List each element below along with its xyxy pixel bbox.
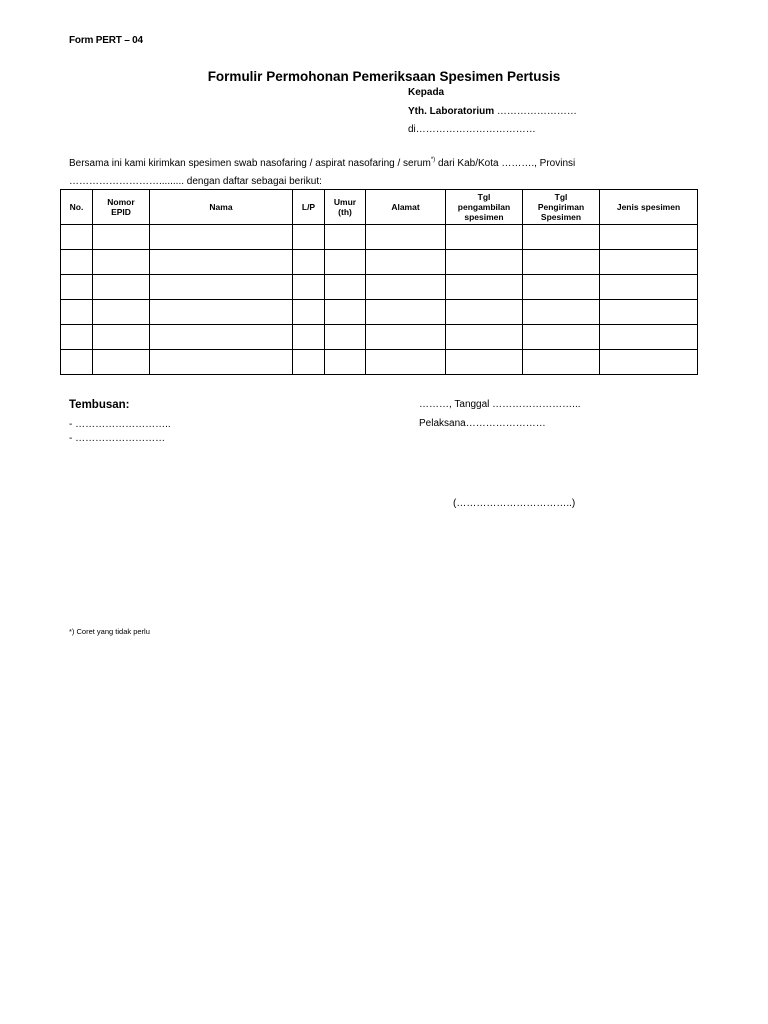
table-body bbox=[61, 225, 698, 375]
table-cell bbox=[150, 325, 293, 350]
table-row bbox=[61, 225, 698, 250]
table-row bbox=[61, 350, 698, 375]
table-cell bbox=[293, 250, 325, 275]
table-cell bbox=[93, 300, 150, 325]
page-title: Formulir Permohonan Pemeriksaan Spesimen Pertusis bbox=[207, 69, 561, 84]
table-header-text: No. bbox=[69, 202, 84, 212]
intro-paragraph bbox=[69, 151, 689, 191]
table-cell bbox=[600, 325, 698, 350]
table-cell bbox=[446, 300, 523, 325]
table-header-text: Tgl bbox=[554, 192, 568, 202]
intro-text-1: Bersama ini kami kirimkan spesimen swab nasofaring / aspirat nasofaring / serum bbox=[69, 158, 431, 169]
table-header-text: Alamat bbox=[391, 202, 420, 212]
specimen-table bbox=[60, 189, 698, 375]
table-cell bbox=[600, 225, 698, 250]
table-cell bbox=[325, 300, 366, 325]
table-cell bbox=[523, 225, 600, 250]
table-header-cell bbox=[366, 190, 446, 225]
table-cell bbox=[600, 250, 698, 275]
signature-date-line: ………, Tanggal ……………………... bbox=[419, 399, 581, 410]
table-cell bbox=[61, 250, 93, 275]
table-cell bbox=[61, 275, 93, 300]
table-cell bbox=[150, 250, 293, 275]
table-cell bbox=[325, 325, 366, 350]
table-cell bbox=[523, 350, 600, 375]
table-header-cell bbox=[150, 190, 293, 225]
table-header-text: Spesimen bbox=[540, 212, 582, 222]
table-cell bbox=[93, 250, 150, 275]
intro-line-1 bbox=[69, 151, 689, 173]
table-header-cell bbox=[293, 190, 325, 225]
table-row bbox=[61, 275, 698, 300]
table-cell bbox=[523, 300, 600, 325]
table-cell bbox=[325, 350, 366, 375]
table-header-text: spesimen bbox=[464, 212, 504, 222]
table-cell bbox=[150, 225, 293, 250]
table-cell bbox=[523, 250, 600, 275]
intro-line-2: ………………………......... dengan daftar sebagai berikut: bbox=[69, 176, 322, 187]
tembusan-item: - ……………………….. bbox=[69, 419, 171, 430]
recipient-yth-line bbox=[408, 103, 577, 122]
table-cell bbox=[366, 350, 446, 375]
table-row bbox=[61, 325, 698, 350]
signature-role: Pelaksana…………………… bbox=[419, 418, 546, 429]
recipient-di: di……………………………… bbox=[408, 124, 536, 135]
table-cell bbox=[61, 225, 93, 250]
table-cell bbox=[293, 350, 325, 375]
table-cell bbox=[366, 250, 446, 275]
recipient-yth: Yth. Laboratorium bbox=[408, 105, 495, 117]
table-cell bbox=[293, 275, 325, 300]
table-header-text: Nama bbox=[209, 202, 233, 212]
tembusan-item: - ……………………… bbox=[69, 433, 166, 444]
table-cell bbox=[293, 325, 325, 350]
table-row bbox=[61, 250, 698, 275]
table-cell bbox=[366, 325, 446, 350]
table-header-cell bbox=[600, 190, 698, 225]
table-header-row bbox=[61, 190, 698, 225]
table-cell bbox=[61, 350, 93, 375]
table-cell bbox=[523, 275, 600, 300]
table-cell bbox=[600, 275, 698, 300]
table-cell bbox=[293, 225, 325, 250]
table-header-cell bbox=[61, 190, 93, 225]
table-header-text: Umur bbox=[333, 197, 357, 207]
table-cell bbox=[446, 325, 523, 350]
tembusan-title: Tembusan: bbox=[69, 399, 130, 411]
recipient-kepada: Kepada bbox=[408, 87, 445, 98]
intro-footnote-mark: *) bbox=[430, 157, 436, 163]
table-cell bbox=[61, 325, 93, 350]
table-cell bbox=[600, 300, 698, 325]
table-cell bbox=[325, 225, 366, 250]
tembusan-list bbox=[69, 418, 171, 446]
table-header-cell bbox=[523, 190, 600, 225]
table-cell bbox=[446, 250, 523, 275]
table-cell bbox=[293, 300, 325, 325]
table-header-text: (th) bbox=[338, 207, 352, 217]
table-header-text: Tgl bbox=[477, 192, 491, 202]
table-header-cell bbox=[93, 190, 150, 225]
recipient-block bbox=[408, 84, 577, 140]
table-cell bbox=[93, 350, 150, 375]
table-header-text: Pengiriman bbox=[537, 202, 585, 212]
form-code: Form PERT – 04 bbox=[69, 35, 143, 46]
table-cell bbox=[523, 325, 600, 350]
table-header-cell bbox=[325, 190, 366, 225]
table-cell bbox=[93, 225, 150, 250]
table-cell bbox=[325, 250, 366, 275]
intro-text-2: dari Kab/Kota ………., Provinsi bbox=[435, 158, 576, 169]
table-cell bbox=[93, 275, 150, 300]
footnote: *) Coret yang tidak perlu bbox=[69, 627, 150, 636]
table-header-text: EPID bbox=[111, 207, 131, 217]
table-cell bbox=[150, 350, 293, 375]
table-header-text: Jenis spesimen bbox=[616, 202, 681, 212]
table-cell bbox=[150, 275, 293, 300]
table-cell bbox=[600, 350, 698, 375]
table-header-cell bbox=[446, 190, 523, 225]
table-cell bbox=[366, 275, 446, 300]
signature-name-line: (……………………………..) bbox=[453, 498, 576, 509]
table-header-text: L/P bbox=[301, 202, 316, 212]
table-cell bbox=[325, 275, 366, 300]
table-cell bbox=[446, 350, 523, 375]
table-cell bbox=[366, 300, 446, 325]
table-cell bbox=[366, 225, 446, 250]
recipient-yth-blank: …………………… bbox=[494, 105, 577, 117]
table-header-text: pengambilan bbox=[457, 202, 511, 212]
table-row bbox=[61, 300, 698, 325]
table-cell bbox=[150, 300, 293, 325]
table-header-text: Nomor bbox=[107, 197, 135, 207]
table-cell bbox=[61, 300, 93, 325]
table-cell bbox=[446, 275, 523, 300]
table-cell bbox=[93, 325, 150, 350]
table-cell bbox=[446, 225, 523, 250]
